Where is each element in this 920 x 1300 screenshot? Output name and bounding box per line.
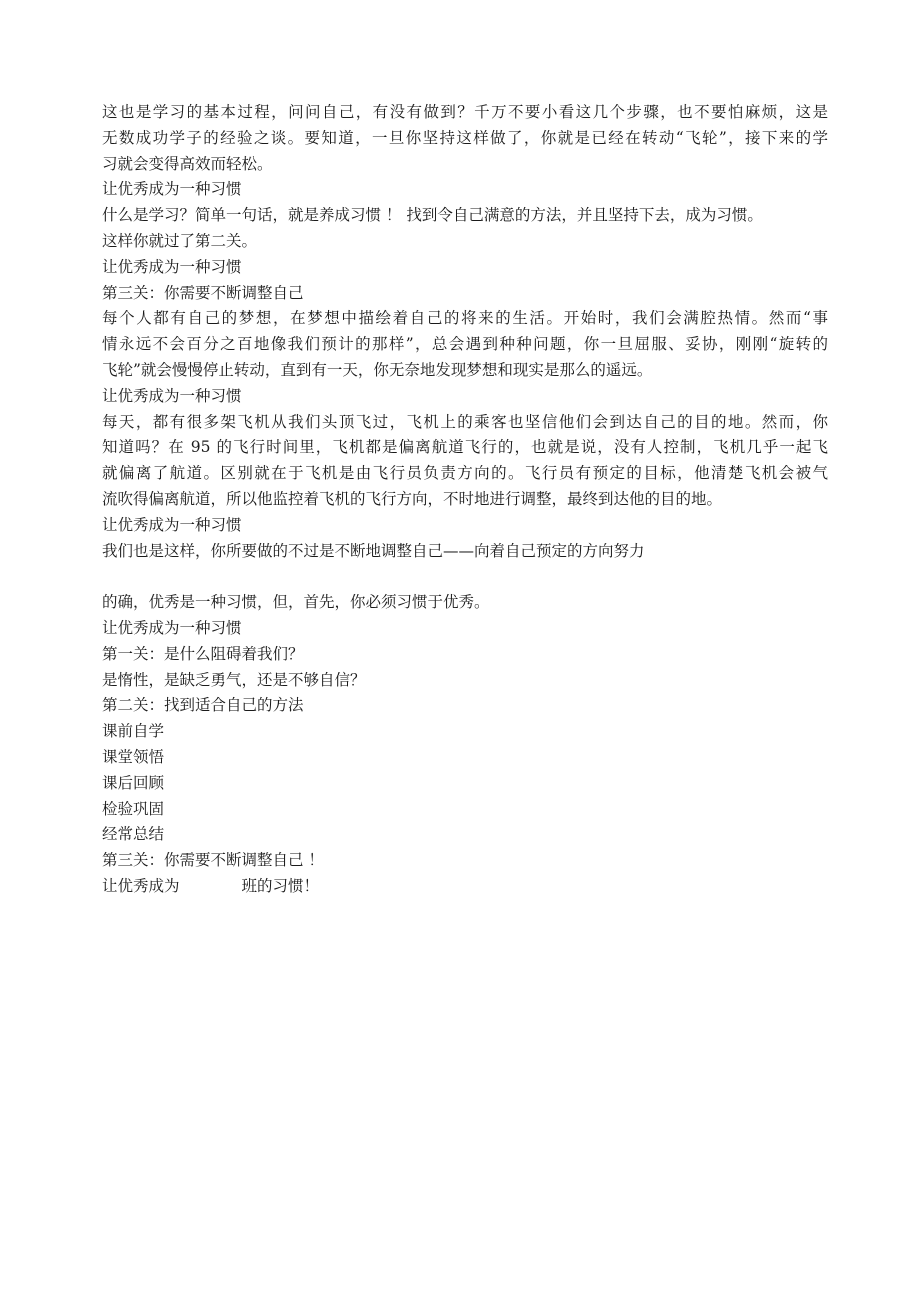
section-heading: 让优秀成为一种习惯 [102, 515, 242, 534]
text-line: 习就会变得高效而轻松。 [102, 154, 273, 173]
text-line: 每天，都有很多架飞机从我们头顶飞过，飞机上的乘客也坚信他们会到达自己的目的地。然而，你 [102, 412, 828, 431]
list-item: 检验巩固 [102, 799, 165, 818]
text-line: 每个人都有自己的梦想，在梦想中描绘着自己的将来的生活。开始时，我们会满腔热情。然而“事 [102, 309, 828, 328]
list-item: 课后回顾 [102, 773, 165, 792]
document-body [102, 100, 828, 900]
text-line: 知道吗？在 95 的飞行时间里，飞机都是偏离航道飞行的，也就是说，没有人控制，飞机几乎一起飞 [102, 438, 828, 457]
closing-line-end: 班的习惯！ [241, 876, 320, 895]
section-heading: 让优秀成为一种习惯 [102, 257, 242, 276]
section-heading: 让优秀成为一种习惯 [102, 618, 242, 637]
text-line: 这也是学习的基本过程，问问自己，有没有做到？千万不要小看这几个步骤，也不要怕麻烦，这是 [102, 103, 828, 121]
text-line: 什么是学习？简单一句话，就是养成习惯 ！ 找到令自己满意的方法，并且坚持下去，成为习惯。 [102, 206, 763, 225]
list-item: 课堂领悟 [102, 747, 165, 766]
blank-line [102, 564, 828, 590]
text-line: 第三关：你需要不断调整自己 ！ [102, 851, 324, 870]
closing-line-start: 让优秀成为 [102, 876, 180, 895]
text-line: 这样你就过了第二关。 [102, 231, 258, 250]
text-line: 就偏离了航道。区别就在于飞机是由飞行员负责方向的。飞行员有预定的目标，他清楚飞机会被气 [102, 464, 828, 483]
text-line: 第三关：你需要不断调整自己 [102, 283, 304, 302]
closing-line [102, 874, 828, 900]
text-line: 飞轮”就会慢慢停止转动，直到有一天，你无奈地发现梦想和现实是那么的遥远。 [102, 360, 653, 379]
list-item: 课前自学 [102, 722, 165, 741]
text-line: 是惰性，是缺乏勇气，还是不够自信？ [102, 670, 366, 689]
text-line: 情永远不会百分之百地像我们预计的那样”，总会遇到种种问题，你一旦屈服、妥协，刚刚“旋转的 [102, 335, 828, 354]
text-line: 我们也是这样，你所要做的不过是不断地调整自己——向着自己预定的方向努力 [102, 541, 645, 560]
list-item: 经常总结 [102, 825, 165, 844]
text-line: 流吹得偏离航道，所以他监控着飞机的飞行方向，不时地进行调整，最终到达他的目的地。 [102, 489, 723, 508]
text-line: 第一关：是什么阻碍着我们？ [102, 644, 304, 663]
section-heading: 让优秀成为一种习惯 [102, 386, 242, 405]
text-line: 第二关：找到适合自己的方法 [102, 696, 304, 715]
text-line: 无数成功学子的经验之谈。要知道，一旦你坚持这样做了，你就是已经在转动“飞轮”，接下来的学 [102, 128, 828, 147]
text-line: 的确，优秀是一种习惯，但，首先，你必须习惯于优秀。 [102, 593, 490, 612]
section-heading: 让优秀成为一种习惯 [102, 180, 242, 199]
